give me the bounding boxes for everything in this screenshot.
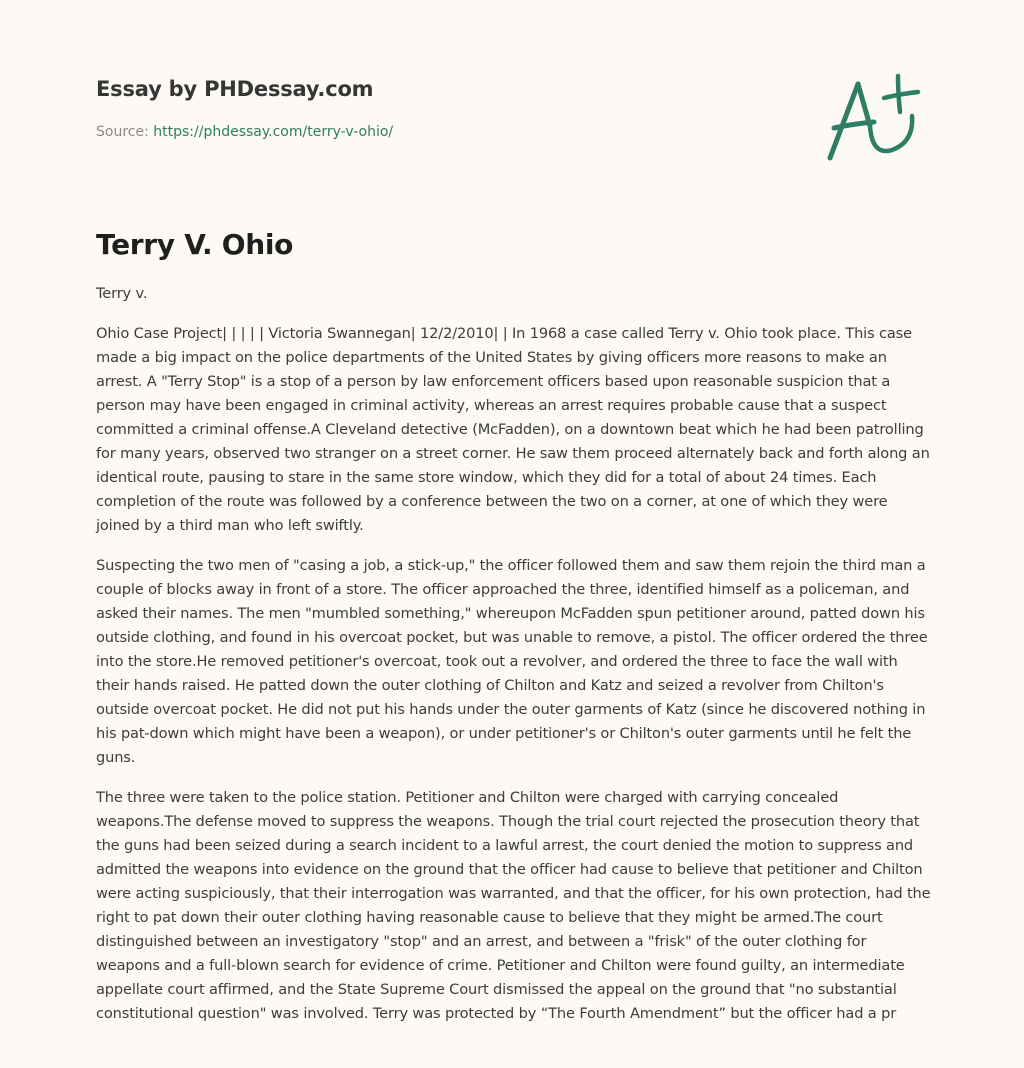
essay-article [96,226,932,1042]
essay-paragraph: The three were taken to the police station. Petitioner and Chilton were charged with carrying concealed weapons.The defense moved to suppress the weapons. Though the trial court rejected the prosecution theory that the guns had been seized during a search incident to a lawful arrest, the court denied the motion to suppress and admitted the weapons into evidence on the ground that the officer had cause to believe that petitioner and Chilton were acting suspiciously, that their interrogation was warranted, and that the officer, for his own protection, had the right to pat down their outer clothing having reasonable cause to believe that they might be armed.The court distinguished between an investigatory "stop" and an arrest, and between a "frisk" of the outer clothing for weapons and a full-blown search for evidence of crime. Petitioner and Chilton were found guilty, an intermediate appellate court affirmed, and the State Supreme Court dismissed the appeal on the ground that "no substantial constitutional question" was involved. Terry was protected by “The Fourth Amendment” but the officer had a pr [96,789,931,1022]
source-link[interactable]: https://phdessay.com/terry-v-ohio/ [153,124,394,140]
a-plus-grade-icon [820,66,930,166]
source-label: Source: [96,124,154,140]
page-header [96,74,928,142]
essay-paragraph: Terry v. [96,285,148,302]
essay-title: Terry V. Ohio [96,228,294,261]
essay-paragraph: Ohio Case Project| | | | | Victoria Swannegan| 12/2/2010| | In 1968 a case called Terry v. Ohio took place. This case made a big impact on the police departments of the United States by giving officers more reasons to make an arrest. A "Terry Stop" is a stop of a person by law enforcement officers based upon reasonable suspicion that a person may have been engaged in criminal activity, whereas an arrest requires probable cause that a suspect committed a criminal offense.A Cleveland detective (McFadden), on a downtown beat which he had been patrolling for many years, observed two stranger on a street corner. He saw them proceed alternately back and forth along an identical route, pausing to stare in the same store window, which they did for a total of about 24 times. Each completion of the route was followed by a conference between the two on a corner, at one of which they were joined by a third man who left swiftly. [96,325,930,534]
site-title: Essay by PHDessay.com [96,77,374,101]
essay-paragraph: Suspecting the two men of "casing a job, a stick-up," the officer followed them and saw them rejoin the third man a couple of blocks away in front of a store. The officer approached the three, identified himself as a policeman, and asked their names. The men "mumbled something," whereupon McFadden spun petitioner around, patted down his outside clothing, and found in his overcoat pocket, but was unable to remove, a pistol. The officer ordered the three into the store.He removed petitioner's overcoat, took out a revolver, and ordered the three to face the wall with their hands raised. He patted down the outer clothing of Chilton and Katz and seized a revolver from Chilton's outside overcoat pocket. He did not put his hands under the outer garments of Katz (since he discovered nothing in his pat-down which might have been a weapon), or under petitioner's or Chilton's outer garments until he felt the guns. [96,557,928,766]
source-line [96,122,928,142]
